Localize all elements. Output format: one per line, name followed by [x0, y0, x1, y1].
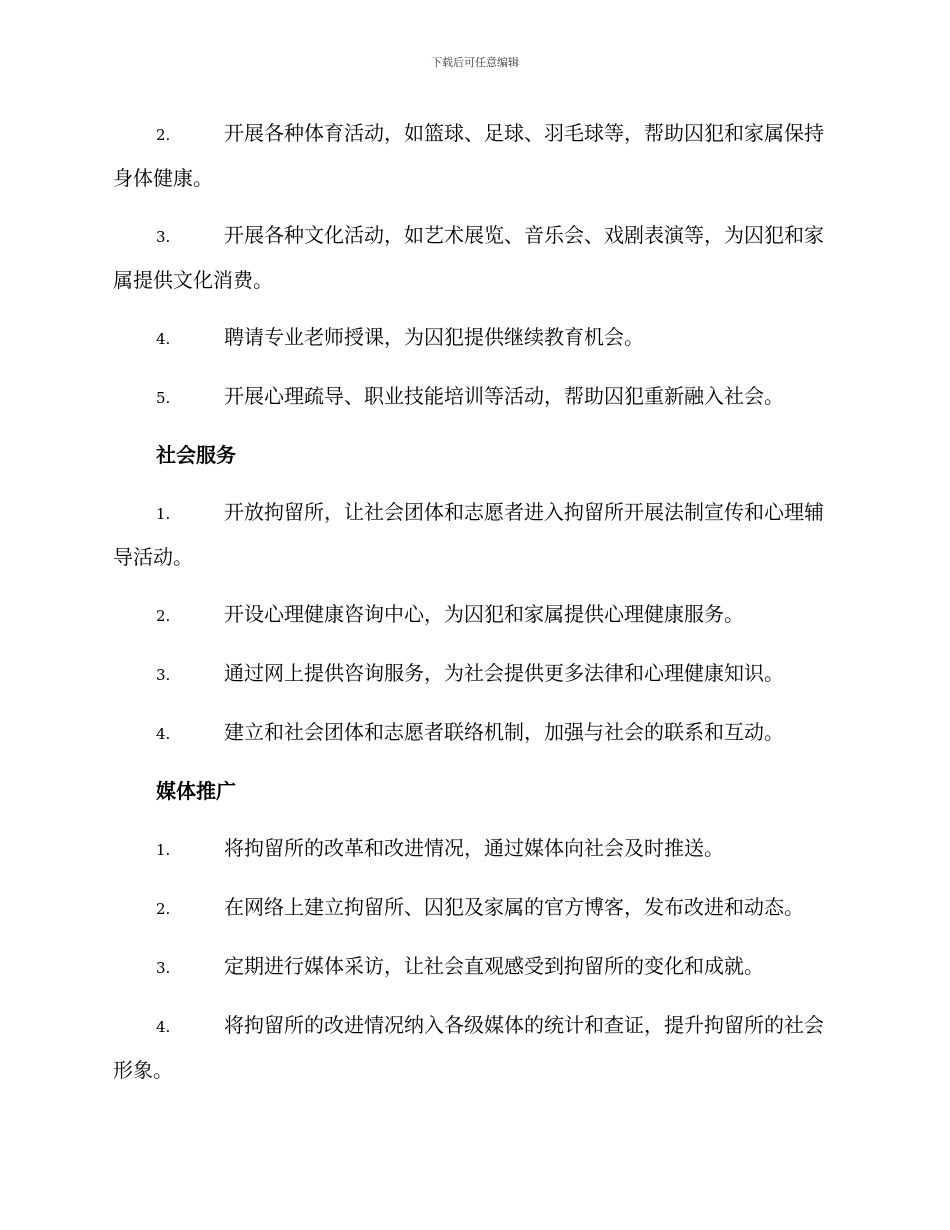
- item-text: 开展各种体育活动，如篮球、足球、羽毛球等，帮助囚犯和家属保持身体健康。: [113, 121, 824, 190]
- item-number: 1.: [156, 841, 171, 859]
- list-item: [113, 375, 835, 420]
- item-text: 开设心理健康咨询中心，为囚犯和家属提供心理健康服务。: [224, 602, 744, 626]
- item-number: 2.: [156, 607, 171, 625]
- item-number: 1.: [156, 505, 171, 523]
- item-text: 在网络上建立拘留所、囚犯及家属的官方博客，发布改进和动态。: [224, 895, 804, 919]
- item-number: 2.: [156, 126, 171, 144]
- item-number: 4.: [156, 725, 171, 743]
- list-item: [113, 316, 835, 361]
- list-item: [113, 711, 835, 756]
- item-number: 3.: [156, 228, 171, 246]
- document-body: [113, 112, 835, 1106]
- item-text: 开展心理疏导、职业技能培训等活动，帮助囚犯重新融入社会。: [224, 384, 784, 408]
- item-number: 3.: [156, 959, 171, 977]
- item-text: 建立和社会团体和志愿者联络机制，加强与社会的联系和互动。: [224, 720, 784, 744]
- item-number: 3.: [156, 666, 171, 684]
- header-note: 下载后可任意编辑: [431, 56, 519, 69]
- list-item: [113, 1004, 835, 1092]
- section-heading-media-promotion: 媒体推广: [156, 779, 236, 803]
- list-item: [113, 827, 835, 872]
- list-item: [113, 652, 835, 697]
- list-item: [113, 214, 835, 302]
- section-heading-social-service: 社会服务: [156, 443, 236, 467]
- item-text: 将拘留所的改革和改进情况，通过媒体向社会及时推送。: [224, 836, 724, 860]
- list-item: [113, 491, 835, 579]
- list-item: [113, 593, 835, 638]
- list-item: [113, 112, 835, 200]
- item-text: 开展各种文化活动，如艺术展览、音乐会、戏剧表演等，为囚犯和家属提供文化消费。: [113, 223, 824, 292]
- item-text: 开放拘留所，让社会团体和志愿者进入拘留所开展法制宣传和心理辅导活动。: [113, 500, 824, 569]
- item-number: 4.: [156, 1018, 171, 1036]
- item-text: 将拘留所的改进情况纳入各级媒体的统计和查证，提升拘留所的社会形象。: [113, 1013, 824, 1082]
- item-text: 聘请专业老师授课，为囚犯提供继续教育机会。: [224, 325, 644, 349]
- item-number: 4.: [156, 330, 171, 348]
- item-text: 通过网上提供咨询服务，为社会提供更多法律和心理健康知识。: [224, 661, 784, 685]
- item-number: 2.: [156, 900, 171, 918]
- item-text: 定期进行媒体采访，让社会直观感受到拘留所的变化和成就。: [224, 954, 764, 978]
- list-item: [113, 886, 835, 931]
- item-number: 5.: [156, 389, 171, 407]
- list-item: [113, 945, 835, 990]
